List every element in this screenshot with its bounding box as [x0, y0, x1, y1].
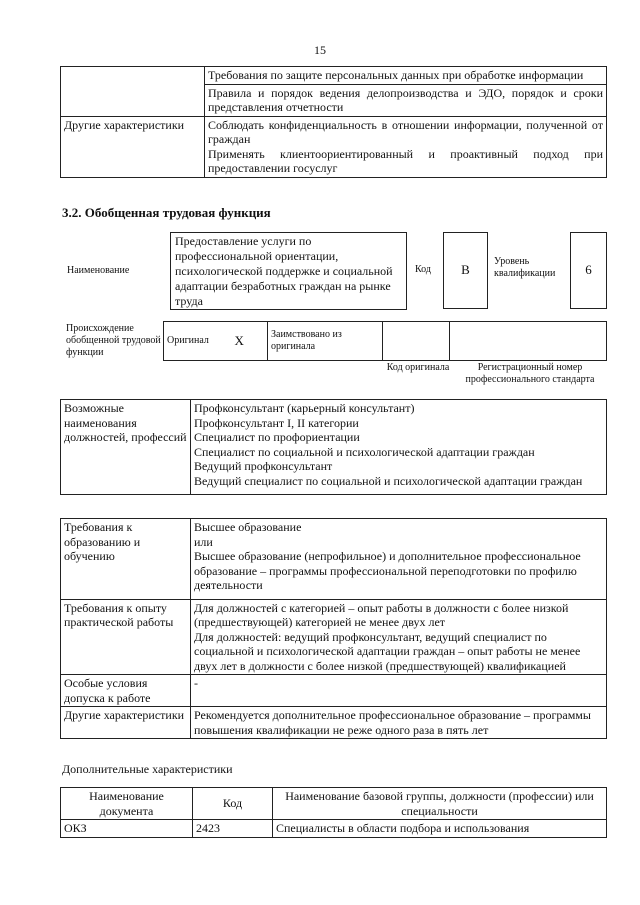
borrowed-label: Заимствовано из оригинала	[268, 322, 383, 361]
list-item: Для должностей: ведущий профконсультант, ведущий специалист по социальной и психологической адаптации граждан – опыт работы не менее двух лет в должности с более низкой (предшествующей) квалификацией	[194, 629, 581, 673]
table-row	[61, 67, 607, 117]
row-label: Требования к образованию и обучению	[61, 519, 191, 600]
row-values	[205, 67, 607, 117]
gtf-level-value: 6	[570, 232, 607, 309]
table-row	[164, 322, 607, 361]
list-item: Высшее образование (непрофильное) и дополнительное профессиональное образование – программы профессиональной переподготовки по профилю деятельности	[194, 549, 581, 592]
table-row	[61, 707, 607, 739]
row-label: Возможные наименования должностей, профессий	[61, 400, 191, 495]
row-values	[191, 675, 607, 707]
list-item: Рекомендуется дополнительное профессиональное образование – программы повышения квалификации не реже одного раза в пять лет	[194, 708, 591, 737]
row-values	[191, 400, 607, 495]
positions-table	[60, 399, 607, 495]
regnum-cell	[450, 322, 607, 361]
list-item: Соблюдать конфиденциальность в отношении информации, полученной от граждан	[208, 117, 603, 146]
section-title: 3.2. Обобщенная трудовая функция	[62, 205, 271, 220]
row-values	[205, 116, 607, 177]
list-item: Профконсультант I, II категории	[194, 415, 359, 430]
page-number: 15	[314, 43, 326, 57]
table-cell: Специалисты в области подбора и использования	[273, 820, 607, 838]
list-item: Правила и порядок ведения делопроизводства и ЭДО, порядок и сроки представления отчетности	[205, 84, 606, 116]
row-values	[191, 599, 607, 675]
list-item: Ведущий профконсультант	[194, 459, 333, 473]
origin-label: Происхождение обобщенной трудовой функции	[66, 323, 161, 358]
list-item: Профконсультант (карьерный консультант)	[194, 401, 415, 415]
column-header: Наименование базовой группы, должности (профессии) или специальности	[273, 788, 607, 820]
list-item: -	[194, 676, 198, 690]
table-row	[61, 116, 607, 177]
original-code-cell	[383, 322, 450, 361]
code-caption: Код оригинала	[386, 362, 450, 373]
row-values	[191, 519, 607, 600]
gtf-name-value: Предоставление услуги по профессиональной ориентации, психологической поддержке и социальной адаптации безработных граждан на рынке труда	[170, 232, 407, 310]
row-label: Другие характеристики	[61, 707, 191, 739]
table-row	[61, 519, 607, 600]
additional-title: Дополнительные характеристики	[62, 762, 233, 776]
row-label: Требования к опыту практической работы	[61, 599, 191, 675]
list-item: Специалист по социальной и психологической адаптации граждан	[194, 444, 535, 459]
row-label	[61, 67, 205, 117]
row-values	[191, 707, 607, 739]
table-cell: 2423	[193, 820, 273, 838]
table-row	[61, 820, 607, 838]
regnum-caption: Регистрационный номер профессионального стандарта	[465, 362, 595, 385]
column-header: Код	[193, 788, 273, 820]
list-item: Специалист по профориентации	[194, 430, 360, 444]
code-label: Код	[415, 264, 431, 275]
list-item: Требования по защите персональных данных при обработке информации	[208, 68, 584, 82]
name-label: Наименование	[67, 265, 130, 276]
level-label: Уровень квалификации	[494, 256, 556, 279]
table-row	[61, 599, 607, 675]
row-label: Особые условия допуска к работе	[61, 675, 191, 707]
gtf-code-value: B	[443, 232, 488, 309]
row-label: Другие характеристики	[61, 116, 205, 177]
list-item: Применять клиентоориентированный и проактивный подход при предоставлении госуслуг	[208, 146, 603, 175]
table-header-row	[61, 788, 607, 820]
top-characteristics-table	[60, 66, 607, 178]
additional-table	[60, 787, 607, 838]
column-header: Наименование документа	[61, 788, 193, 820]
list-item: Ведущий специалист по социальной и психологической адаптации граждан	[194, 473, 583, 488]
origin-table	[163, 321, 607, 361]
list-item: Высшее образование	[194, 520, 302, 534]
list-item: Для должностей с категорией – опыт работы в должности с более низкой (предшествующей) категорией не менее двух лет	[194, 600, 569, 629]
table-row	[61, 400, 607, 495]
list-item: или	[194, 534, 213, 549]
table-row	[61, 675, 607, 707]
table-cell: ОКЗ	[61, 820, 193, 838]
original-mark: X	[232, 322, 268, 361]
original-label: Оригинал	[164, 322, 232, 361]
requirements-table	[60, 518, 607, 739]
